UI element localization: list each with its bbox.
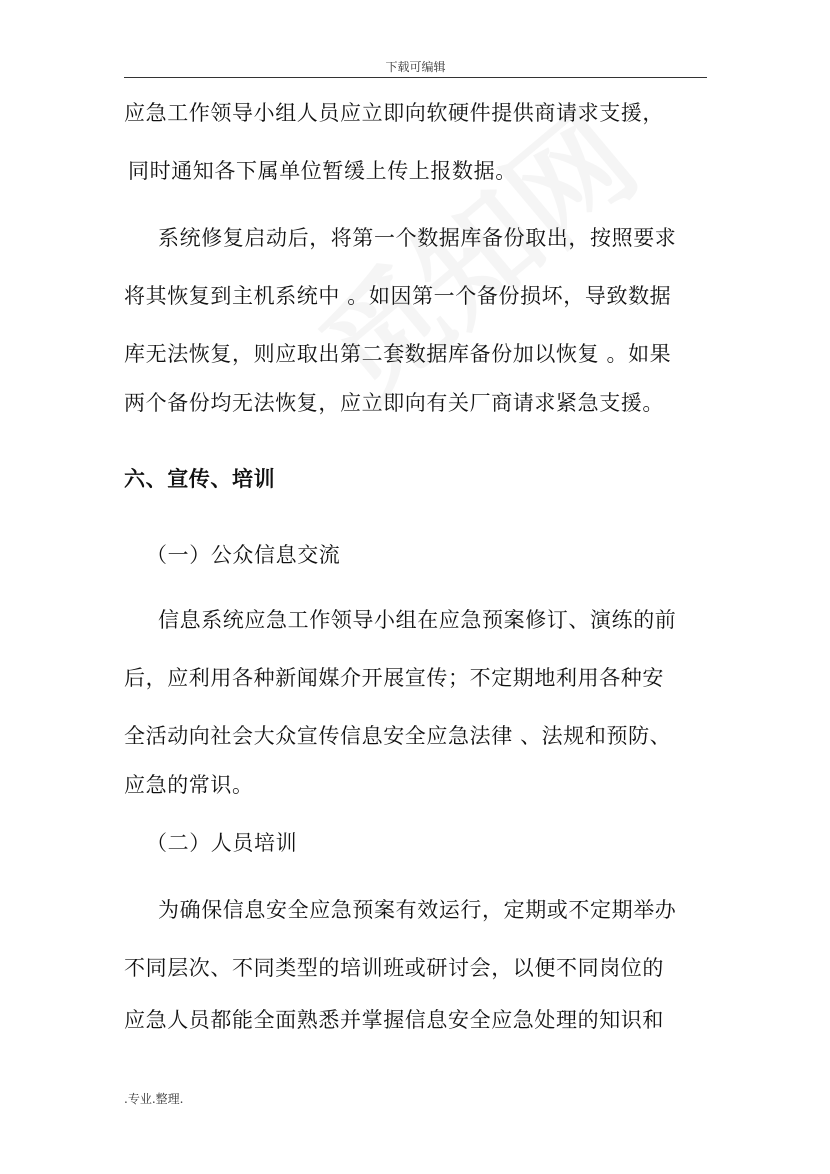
subsection-heading: （二）人员培训 xyxy=(146,831,298,855)
body-line: 信息系统应急工作领导小组在应急预案修订、演练的前 xyxy=(158,608,677,632)
subsection-heading: （一）公众信息交流 xyxy=(146,543,341,567)
header-divider xyxy=(124,77,707,78)
page-header: 下载可编辑 xyxy=(385,60,446,74)
body-line: 同时通知各下属单位暂缓上传上报数据。 xyxy=(128,159,517,183)
body-line: 库无法恢复，则应取出第二套数据库备份加以恢复 。如果 xyxy=(124,342,672,366)
body-line: 后，应利用各种新闻媒介开展宣传；不定期地利用各种安 xyxy=(124,666,664,690)
body-line: 为确保信息安全应急预案有效运行，定期或不定期举办 xyxy=(158,898,677,922)
page-footer: .专业.整理. xyxy=(124,1092,184,1106)
body-line: 系统修复启动后，将第一个数据库备份取出，按照要求 xyxy=(158,226,677,250)
body-line: 两个备份均无法恢复，应立即向有关厂商请求紧急支援。 xyxy=(124,391,664,415)
body-line: 应急的常识。 xyxy=(124,773,254,797)
body-line: 应急工作领导小组人员应立即向软硬件提供商请求支援， xyxy=(124,101,664,125)
section-heading: 六、宣传、培训 xyxy=(124,467,276,491)
body-line: 将其恢复到主机系统中 。如因第一个备份损坏，导致数据 xyxy=(124,284,672,308)
body-line: 不同层次、不同类型的培训班或研讨会，以便不同岗位的 xyxy=(124,956,664,980)
body-line: 应急人员都能全面熟悉并掌握信息安全应急处理的知识和 xyxy=(124,1008,664,1032)
body-line: 全活动向社会大众宣传信息安全应急法律 、法规和预防、 xyxy=(124,724,672,748)
